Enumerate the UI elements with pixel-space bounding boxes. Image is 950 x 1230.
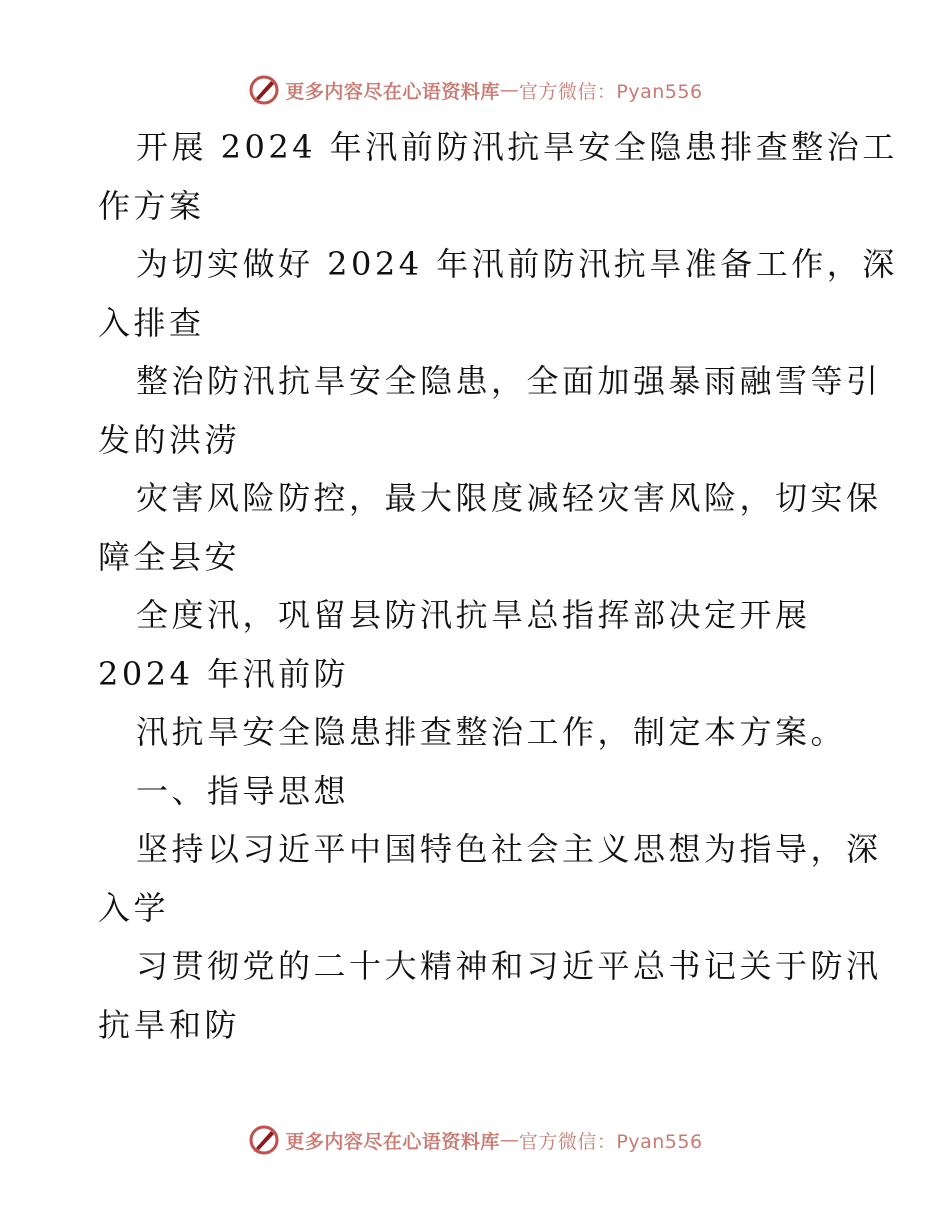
paragraph-line: 入学 <box>98 888 170 927</box>
title-line-1: 开展 2024 年汛前防汛抗旱安全隐患排查整治工 <box>136 128 898 166</box>
paragraph-line: 入排查 <box>98 303 205 342</box>
paragraph-line: 习贯彻党的二十大精神和习近平总书记关于防汛 <box>136 947 882 985</box>
paragraph-line: 发的洪涝 <box>98 420 241 459</box>
title-line-2: 作方案 <box>98 186 205 225</box>
pen-logo-icon <box>247 1123 281 1157</box>
paragraph-line: 2024 年汛前防 <box>98 654 350 693</box>
paragraph-line: 全度汛，巩留县防汛抗旱总指挥部决定开展 <box>136 596 811 634</box>
header-watermark <box>0 70 950 110</box>
watermark-dash: — <box>499 1129 519 1151</box>
watermark-wechat-text: 官方微信：Pyan556 <box>518 80 703 103</box>
paragraph-line: 整治防汛抗旱安全隐患，全面加强暴雨融雪等引 <box>136 362 882 400</box>
paragraph-line: 灾害风险防控，最大限度减轻灾害风险，切实保 <box>136 479 882 517</box>
watermark-dash: — <box>499 79 519 101</box>
watermark-main-text: 更多内容尽在心语资料库 <box>285 80 500 103</box>
document-body <box>98 118 898 1054</box>
footer-watermark <box>0 1120 950 1160</box>
paragraph-line: 坚持以习近平中国特色社会主义思想为指导，深 <box>136 830 882 868</box>
paragraph-line: 汛抗旱安全隐患排查整治工作，制定本方案。 <box>136 713 847 751</box>
paragraph-line: 抗旱和防 <box>98 1005 241 1044</box>
section-heading: 一、指导思想 <box>136 771 350 810</box>
paragraph-line: 为切实做好 2024 年汛前防汛抗旱准备工作，深 <box>136 245 898 283</box>
watermark-main-text: 更多内容尽在心语资料库 <box>285 1130 500 1153</box>
watermark-wechat-text: 官方微信：Pyan556 <box>518 1130 703 1153</box>
pen-logo-icon <box>247 73 281 107</box>
paragraph-line: 障全县安 <box>98 537 241 576</box>
